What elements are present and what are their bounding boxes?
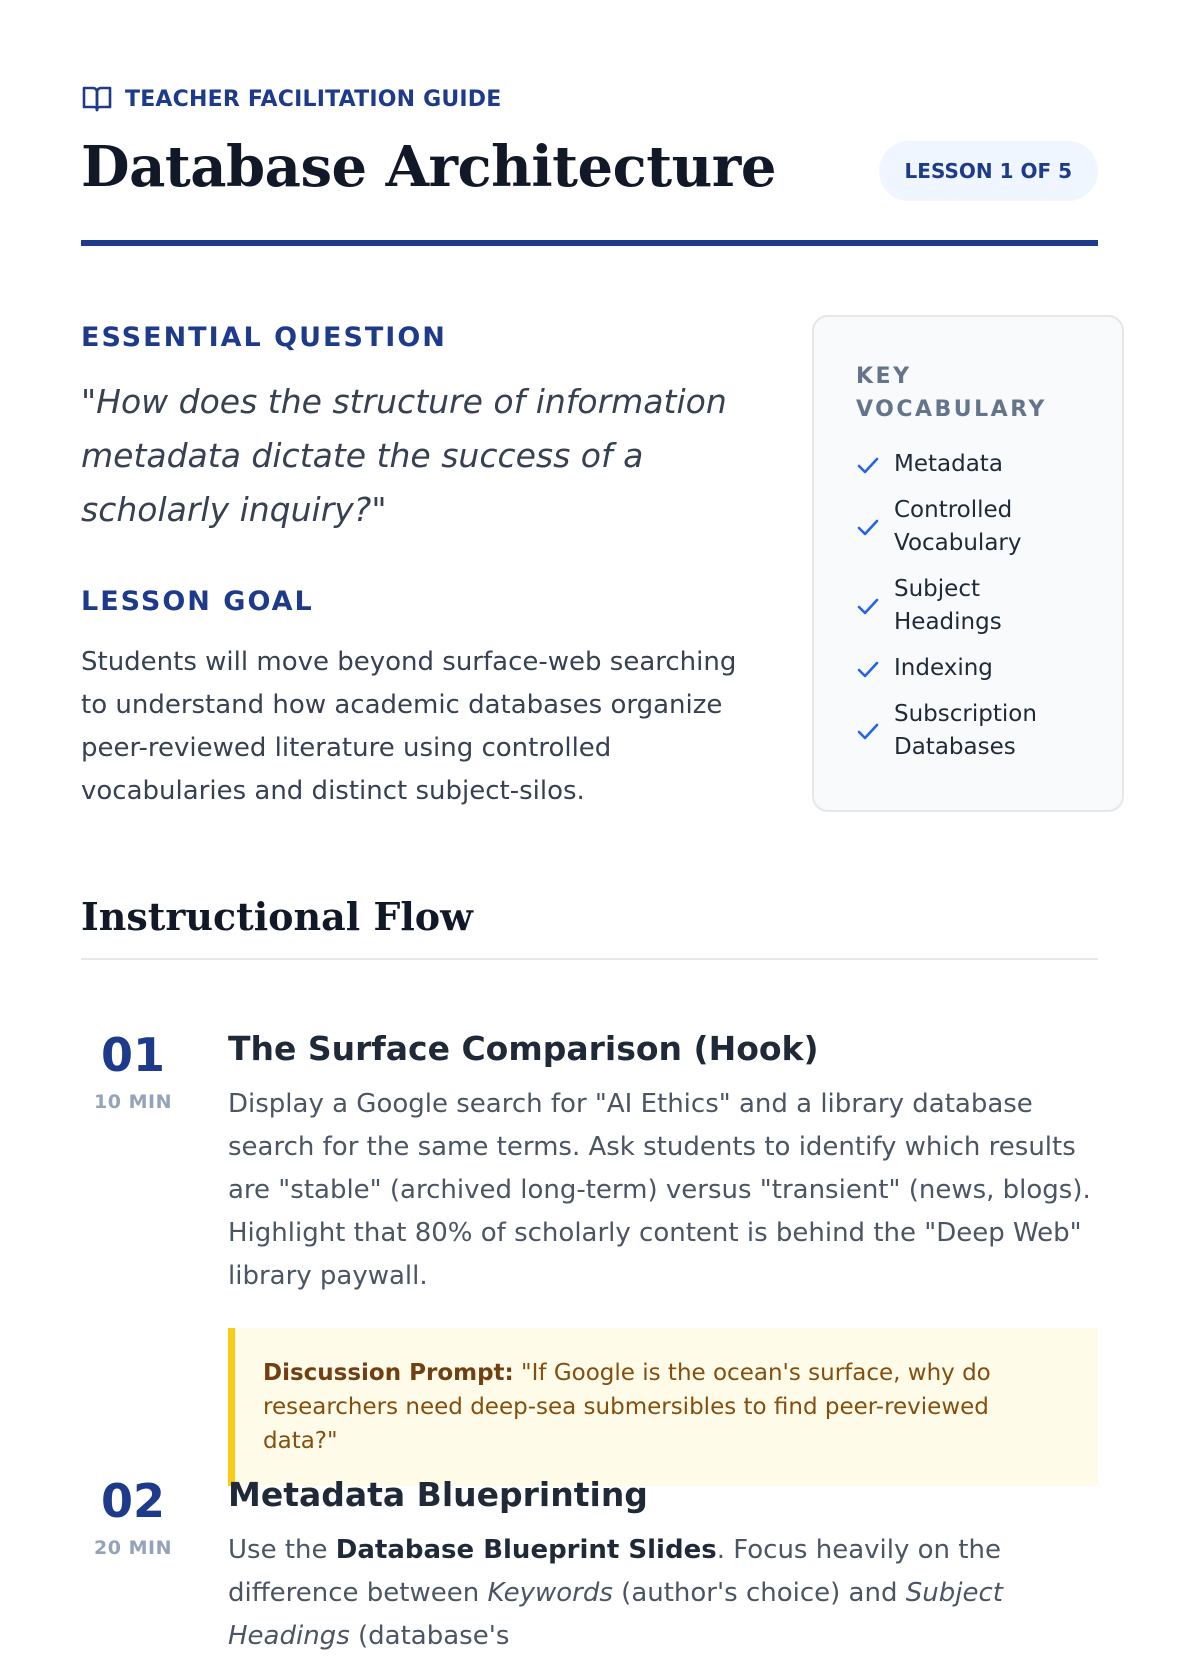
vocabulary-item xyxy=(856,698,1082,764)
book-open-icon xyxy=(81,85,113,113)
lesson-progress-badge: LESSON 1 OF 5 xyxy=(879,141,1098,201)
check-icon xyxy=(856,721,880,741)
step-text-segment: (author's choice) and xyxy=(612,1578,906,1608)
lesson-goal-text: Students will move beyond surface-web searching to understand how academic databases organize peer-reviewed literature using controlled vocabularies and distinct subject-silos. xyxy=(81,647,737,806)
step-title: The Surface Comparison (Hook) xyxy=(228,1029,819,1068)
step-duration: 20 MIN xyxy=(94,1537,172,1559)
discussion-prompt-label: Discussion Prompt: xyxy=(263,1360,514,1386)
check-icon xyxy=(856,659,880,679)
step-duration: 10 MIN xyxy=(94,1091,172,1113)
flow-divider xyxy=(81,958,1098,960)
essential-question-text: "How does the structure of information metadata dictate the success of a scholarly inquiry?" xyxy=(81,382,727,529)
check-icon xyxy=(856,455,880,475)
discussion-prompt xyxy=(228,1328,1098,1486)
eyebrow-label: TEACHER FACILITATION GUIDE xyxy=(125,86,502,112)
step-text-segment: . Focus heavily on the difference between xyxy=(228,1535,1001,1608)
step-number: 01 xyxy=(100,1028,165,1082)
step-description: Display a Google search for "AI Ethics" and a library database search for the same terms. Ask students to identify which results are "stable" (archived long-term) versus "transient" (news, blogs). Highlight that 80% of scholarly content is behind the "Deep Web" library paywall. xyxy=(228,1089,1091,1291)
keywords-term: Keywords xyxy=(487,1578,613,1608)
essential-question-label: ESSENTIAL QUESTION xyxy=(81,322,447,353)
step-body xyxy=(228,1029,1098,1486)
step-text-segment: Use the xyxy=(228,1535,336,1565)
slides-reference: Database Blueprint Slides xyxy=(335,1535,717,1565)
guide-eyebrow xyxy=(81,85,502,113)
instructional-flow-heading: Instructional Flow xyxy=(81,894,473,939)
vocabulary-item xyxy=(856,494,1082,560)
vocabulary-title: KEY VOCABULARY xyxy=(856,364,1047,422)
vocabulary-term: Indexing xyxy=(894,655,993,681)
vocabulary-term: Subject Headings xyxy=(894,576,1002,635)
check-icon xyxy=(856,596,880,616)
step-text-segment: (database's xyxy=(349,1621,510,1651)
key-vocabulary-card xyxy=(812,315,1124,812)
vocabulary-item xyxy=(856,573,1082,639)
subject-headings-term: Subject Headings xyxy=(228,1578,1003,1651)
title-divider xyxy=(81,240,1098,246)
page-title: Database Architecture xyxy=(81,134,776,200)
step-number: 02 xyxy=(100,1474,165,1528)
vocabulary-term: Metadata xyxy=(894,451,1003,477)
step-title: Metadata Blueprinting xyxy=(228,1475,648,1514)
vocabulary-list xyxy=(856,448,1082,764)
vocabulary-term: Subscription Databases xyxy=(894,701,1037,760)
vocabulary-term: Controlled Vocabulary xyxy=(894,497,1022,556)
vocabulary-item xyxy=(856,448,1082,481)
step-description xyxy=(228,1529,1098,1658)
vocabulary-item xyxy=(856,652,1082,685)
check-icon xyxy=(856,517,880,537)
discussion-prompt-text: "If Google is the ocean's surface, why do researchers need deep-sea submersibles to find peer-reviewed data?" xyxy=(263,1360,991,1454)
step-body xyxy=(228,1475,1098,1658)
lesson-goal-label: LESSON GOAL xyxy=(81,586,314,617)
